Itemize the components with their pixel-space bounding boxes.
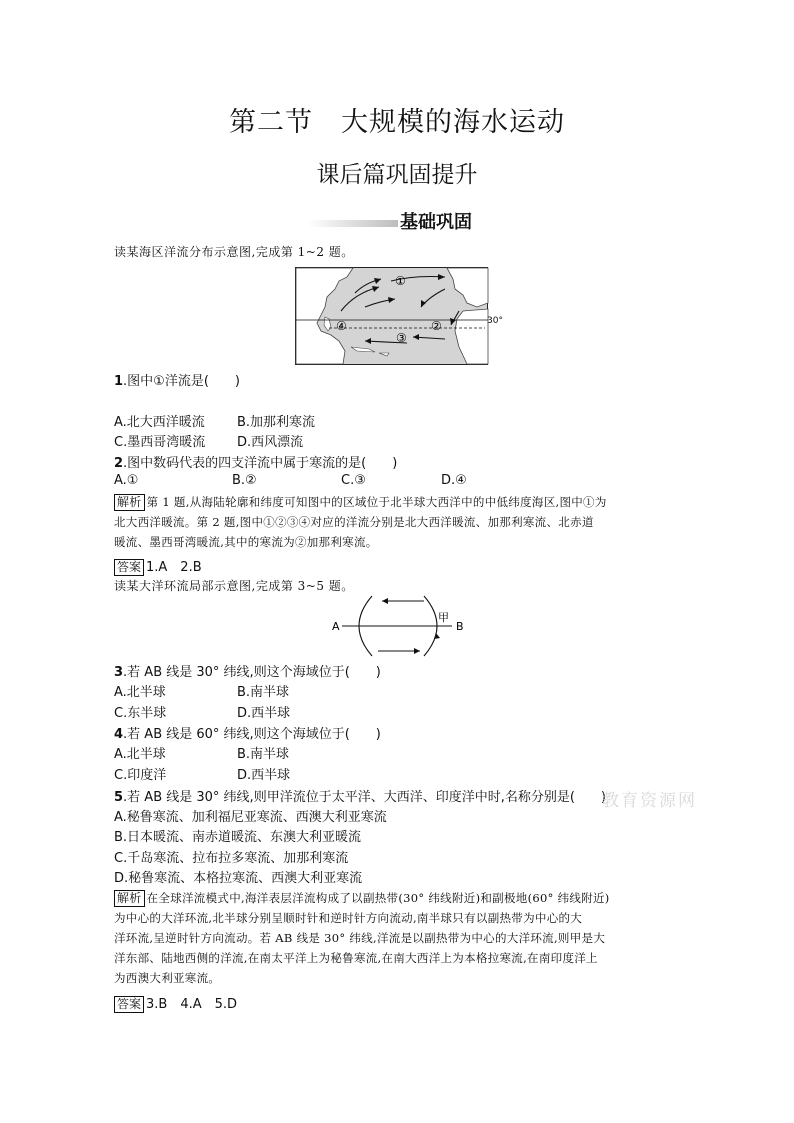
label-b: B: [456, 620, 464, 633]
marker-1: ①: [395, 274, 406, 288]
marker-2: ②: [431, 319, 442, 333]
question-4: 4.若 AB 线是 60° 纬线,则这个海域位于( ): [114, 727, 381, 742]
page-title: 第二节 大规模的海水运动: [229, 107, 565, 138]
q3-option-a: A.北半球: [114, 685, 166, 700]
question-3: 3.若 AB 线是 30° 纬线,则这个海域位于( ): [114, 665, 381, 680]
q2-option-a: A.①: [114, 473, 139, 488]
q1-option-d: D.西风漂流: [237, 435, 304, 450]
answer-1: 答案 1.A 2.B: [114, 556, 202, 576]
q4-option-a: A.北半球: [114, 747, 166, 762]
question-1: 1.图中①洋流是( ): [114, 374, 240, 389]
q2-option-c: C.③: [341, 473, 366, 488]
q4-option-d: D.西半球: [237, 768, 291, 783]
right-arc-arrowhead: [434, 633, 440, 639]
q1-option-c: C.墨西哥湾暖流: [114, 435, 206, 450]
page-subtitle: 课后篇巩固提升: [316, 162, 478, 188]
answer-tag: 答案: [114, 996, 144, 1013]
q1-option-a: A.北大西洋暖流: [114, 415, 205, 430]
label-a: A: [332, 620, 340, 633]
group1-intro: 读某海区洋流分布示意图,完成第 1~2 题。: [114, 245, 354, 259]
q1-option-b: B.加那利寒流: [237, 415, 316, 430]
answer-2: 答案 3.B 4.A 5.D: [114, 993, 237, 1013]
question-2: 2.图中数码代表的四支洋流中属于寒流的是( ): [114, 456, 398, 471]
q3-option-b: B.南半球: [237, 685, 290, 700]
answer-tag: 答案: [114, 559, 144, 576]
analysis-tag: 解析: [114, 494, 145, 511]
latitude-label: 30°: [487, 316, 503, 326]
q3-option-d: D.西半球: [237, 706, 291, 721]
q2-option-b: B.②: [232, 473, 257, 488]
ocean-current-map: [295, 267, 489, 366]
group2-intro: 读某大洋环流局部示意图,完成第 3~5 题。: [114, 579, 354, 593]
marker-4: ④: [336, 319, 347, 333]
q2-option-d: D.④: [441, 473, 467, 488]
question-5: 5.若 AB 线是 30° 纬线,则甲洋流位于太平洋、大西洋、印度洋中时,名称分别是( ): [114, 790, 606, 805]
analysis-tag: 解析: [114, 890, 145, 907]
q5-option-b: B.日本暖流、南赤道暖流、东澳大利亚暖流: [114, 830, 362, 845]
q5-option-d: D.秘鲁寒流、本格拉寒流、西澳大利亚寒流: [114, 871, 363, 886]
marker-3: ③: [396, 331, 407, 345]
q4-option-b: B.南半球: [237, 747, 290, 762]
analysis-1: 解析 第 1 题,从海陆轮廓和纬度可知图中的区域位于北半球大西洋中的中低纬度海区,图中①为 北大西洋暖流。第 2 题,图中①②③④对应的洋流分别是北大西洋暖流、加那利寒流、北赤道 暖流、墨西哥湾暖流,其中的寒流为②加那利寒流。: [114, 495, 607, 549]
label-jia: 甲: [438, 611, 449, 624]
q5-option-a: A.秘鲁寒流、加利福尼亚寒流、西澳大利亚寒流: [114, 810, 387, 825]
section-title: 基础巩固: [400, 212, 472, 233]
gyre-diagram: [330, 593, 470, 659]
q3-option-c: C.东半球: [114, 706, 167, 721]
analysis-2: 解析 在全球洋流模式中,海洋表层洋流构成了以副热带(30° 纬线附近)和副极地(60° 纬线附近) 为中心的大洋环流,北半球分别呈顺时针和逆时针方向流动,南半球只有以副热带为中心的大 洋环流,呈逆时针方向流动。若 AB 线是 30° 纬线,洋流是以副热带为中心的大洋环流,则甲是大 洋东部、陆地西侧的洋流,在南太平洋上为秘鲁寒流,在南大西洋上为本格拉寒流,在南印度洋上 为西澳大利亚寒流。: [114, 891, 610, 985]
section-bar: [308, 220, 398, 227]
q5-option-c: C.千岛寒流、拉布拉多寒流、加那利寒流: [114, 851, 349, 866]
watermark: 教育资源网: [602, 791, 697, 811]
q4-option-c: C.印度洋: [114, 768, 167, 783]
